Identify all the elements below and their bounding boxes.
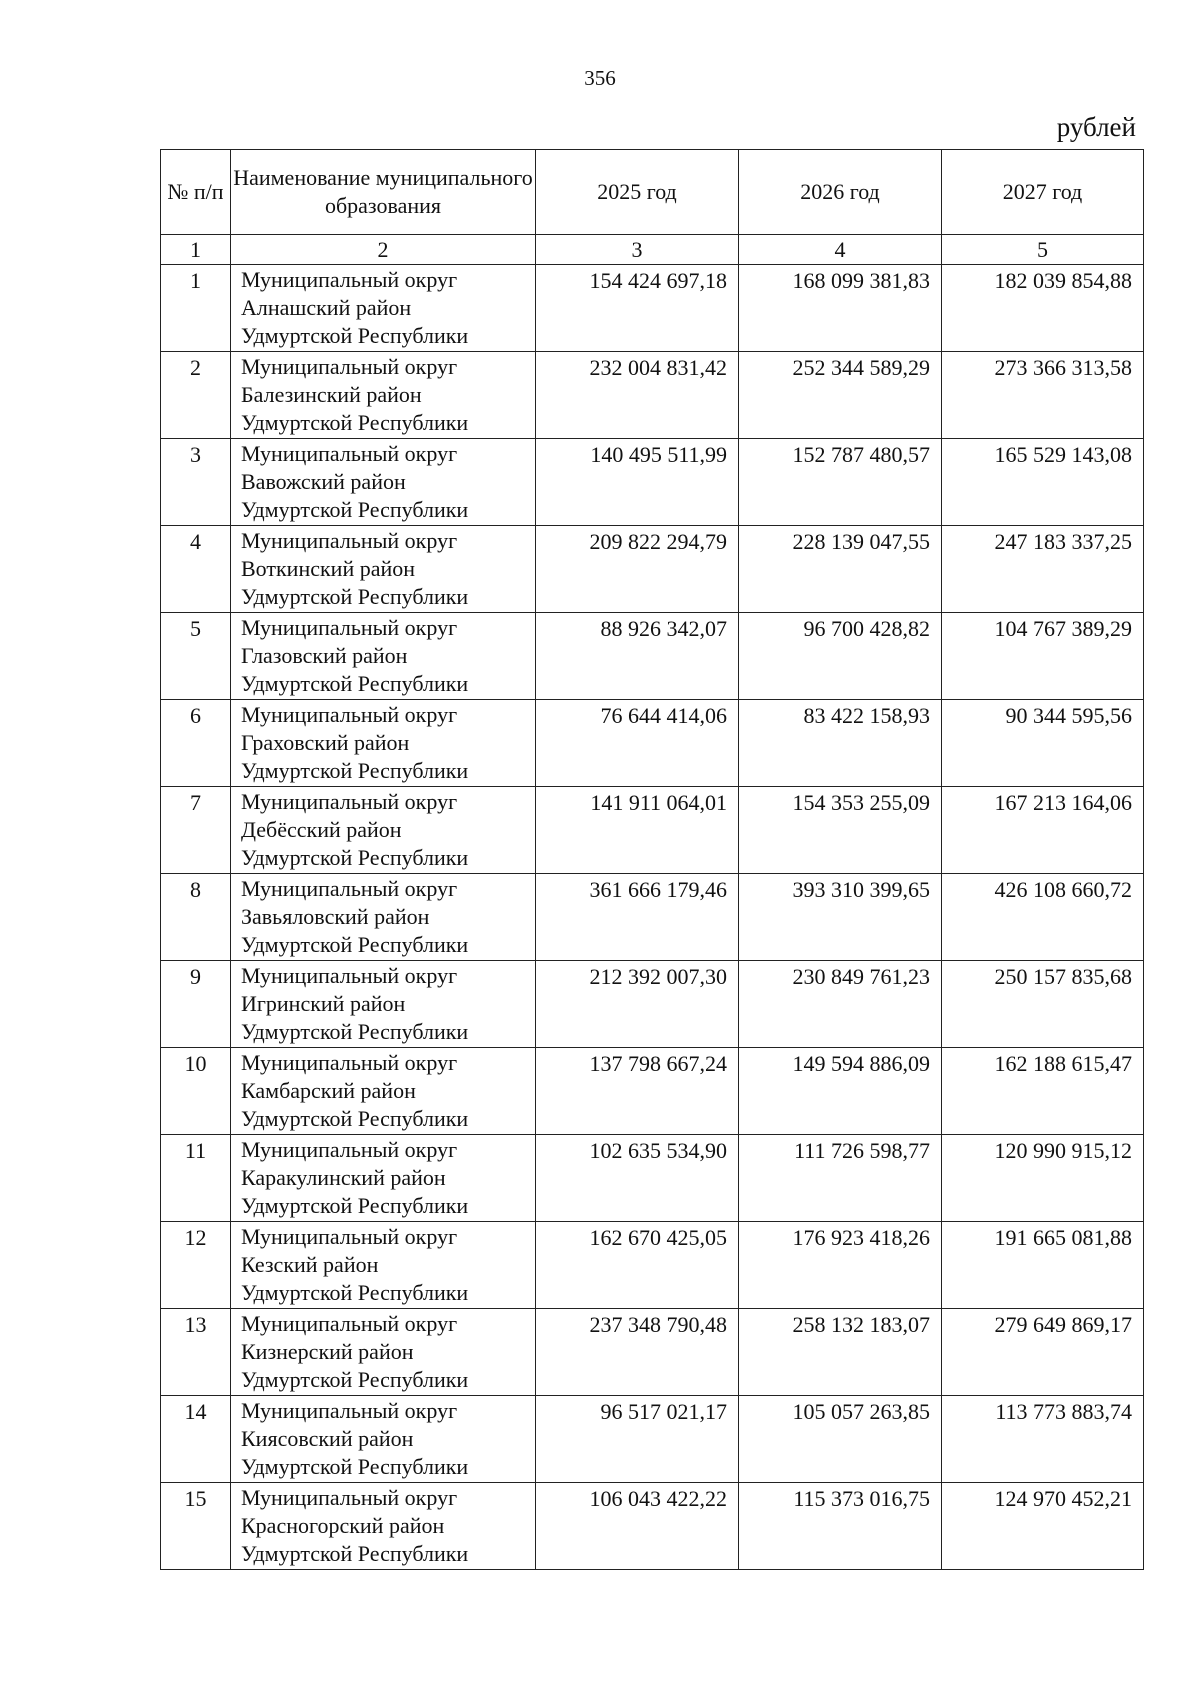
table-row	[161, 874, 1144, 961]
amount-2027: 113 773 883,74	[942, 1396, 1144, 1483]
amount-2025: 162 670 425,05	[536, 1222, 739, 1309]
amount-2026: 96 700 428,82	[739, 613, 942, 700]
municipality-name	[231, 613, 536, 700]
municipality-name-line: Воткинский район	[241, 556, 416, 581]
column-index: 4	[739, 235, 942, 265]
municipality-name	[231, 439, 536, 526]
municipality-name-line: Муниципальный округ	[241, 441, 458, 466]
amount-2026: 152 787 480,57	[739, 439, 942, 526]
municipality-name-line: Удмуртской Республики	[241, 1454, 469, 1479]
column-index: 3	[536, 235, 739, 265]
municipality-name-line: Муниципальный округ	[241, 1311, 458, 1336]
municipality-name-line: Кизнерский район	[241, 1339, 414, 1364]
municipality-name-line: Удмуртской Республики	[241, 1106, 469, 1131]
amount-2026: 393 310 399,65	[739, 874, 942, 961]
row-number: 15	[161, 1483, 231, 1570]
municipality-name-line: Глазовский район	[241, 643, 408, 668]
municipality-name-line: Удмуртской Республики	[241, 1280, 469, 1305]
municipality-name-line: Граховский район	[241, 730, 410, 755]
amount-2026: 105 057 263,85	[739, 1396, 942, 1483]
table-row	[161, 961, 1144, 1048]
municipality-name-line: Каракулинский район	[241, 1165, 446, 1190]
amount-2027: 273 366 313,58	[942, 352, 1144, 439]
column-index: 1	[161, 235, 231, 265]
table-row	[161, 1135, 1144, 1222]
row-number: 9	[161, 961, 231, 1048]
municipality-name-line: Муниципальный округ	[241, 963, 458, 988]
units-label: рублей	[1056, 112, 1136, 142]
amount-2027: 90 344 595,56	[942, 700, 1144, 787]
budget-table	[160, 149, 1144, 1570]
municipality-name-line: Муниципальный округ	[241, 702, 458, 727]
amount-2025: 237 348 790,48	[536, 1309, 739, 1396]
row-number: 2	[161, 352, 231, 439]
municipality-name-line: Удмуртской Республики	[241, 1367, 469, 1392]
amount-2025: 154 424 697,18	[536, 265, 739, 352]
table-row	[161, 700, 1144, 787]
municipality-name-line: Удмуртской Республики	[241, 497, 469, 522]
amount-2025: 106 043 422,22	[536, 1483, 739, 1570]
municipality-name	[231, 1396, 536, 1483]
amount-2026: 111 726 598,77	[739, 1135, 942, 1222]
column-index: 5	[942, 235, 1144, 265]
municipality-name-line: Муниципальный округ	[241, 1137, 458, 1162]
municipality-name-line: Удмуртской Республики	[241, 671, 469, 696]
amount-2025: 137 798 667,24	[536, 1048, 739, 1135]
municipality-name	[231, 787, 536, 874]
amount-2026: 83 422 158,93	[739, 700, 942, 787]
amount-2025: 88 926 342,07	[536, 613, 739, 700]
row-number: 6	[161, 700, 231, 787]
municipality-name-line: Муниципальный округ	[241, 876, 458, 901]
amount-2025: 361 666 179,46	[536, 874, 739, 961]
header-2026: 2026 год	[739, 150, 942, 235]
row-number: 5	[161, 613, 231, 700]
amount-2025: 209 822 294,79	[536, 526, 739, 613]
table-row	[161, 613, 1144, 700]
table-row	[161, 526, 1144, 613]
municipality-name-line: Муниципальный округ	[241, 615, 458, 640]
municipality-name-line: Удмуртской Республики	[241, 323, 469, 348]
row-number: 1	[161, 265, 231, 352]
amount-2025: 232 004 831,42	[536, 352, 739, 439]
municipality-name	[231, 1483, 536, 1570]
amount-2026: 149 594 886,09	[739, 1048, 942, 1135]
amount-2027: 162 188 615,47	[942, 1048, 1144, 1135]
amount-2026: 258 132 183,07	[739, 1309, 942, 1396]
row-number: 14	[161, 1396, 231, 1483]
municipality-name-line: Муниципальный округ	[241, 267, 458, 292]
municipality-name-line: Игринский район	[241, 991, 406, 1016]
row-number: 13	[161, 1309, 231, 1396]
municipality-name-line: Муниципальный округ	[241, 1224, 458, 1249]
row-number: 12	[161, 1222, 231, 1309]
row-number: 4	[161, 526, 231, 613]
amount-2025: 141 911 064,01	[536, 787, 739, 874]
column-index: 2	[231, 235, 536, 265]
row-number: 7	[161, 787, 231, 874]
municipality-name-line: Удмуртской Республики	[241, 1019, 469, 1044]
municipality-name-line: Муниципальный округ	[241, 354, 458, 379]
municipality-name-line: Муниципальный округ	[241, 1050, 458, 1075]
amount-2026: 154 353 255,09	[739, 787, 942, 874]
amount-2026: 252 344 589,29	[739, 352, 942, 439]
amount-2027: 165 529 143,08	[942, 439, 1144, 526]
municipality-name-line: Удмуртской Республики	[241, 845, 469, 870]
municipality-name-line: Удмуртской Республики	[241, 584, 469, 609]
row-number: 8	[161, 874, 231, 961]
table-row	[161, 787, 1144, 874]
municipality-name-line: Балезинский район	[241, 382, 422, 407]
row-number: 11	[161, 1135, 231, 1222]
column-index-row	[161, 235, 1144, 265]
amount-2027: 124 970 452,21	[942, 1483, 1144, 1570]
amount-2026: 176 923 418,26	[739, 1222, 942, 1309]
header-2025: 2025 год	[536, 150, 739, 235]
municipality-name-line: Дебёсский район	[241, 817, 402, 842]
amount-2025: 212 392 007,30	[536, 961, 739, 1048]
municipality-name	[231, 352, 536, 439]
table-row	[161, 1048, 1144, 1135]
amount-2027: 182 039 854,88	[942, 265, 1144, 352]
municipality-name-line: Удмуртской Республики	[241, 1193, 469, 1218]
amount-2026: 168 099 381,83	[739, 265, 942, 352]
amount-2025: 76 644 414,06	[536, 700, 739, 787]
amount-2027: 247 183 337,25	[942, 526, 1144, 613]
table-row	[161, 1222, 1144, 1309]
table-row	[161, 1309, 1144, 1396]
table-row	[161, 1483, 1144, 1570]
municipality-name-line: Муниципальный округ	[241, 528, 458, 553]
table-row	[161, 352, 1144, 439]
table-row	[161, 439, 1144, 526]
amount-2027: 120 990 915,12	[942, 1135, 1144, 1222]
row-number: 3	[161, 439, 231, 526]
municipality-name-line: Алнашский район	[241, 295, 412, 320]
municipality-name-line: Удмуртской Республики	[241, 1541, 469, 1566]
header-2027: 2027 год	[942, 150, 1144, 235]
municipality-name-line: Муниципальный округ	[241, 789, 458, 814]
municipality-name	[231, 874, 536, 961]
amount-2025: 140 495 511,99	[536, 439, 739, 526]
municipality-name-line: Муниципальный округ	[241, 1398, 458, 1423]
municipality-name-line: Удмуртской Республики	[241, 932, 469, 957]
municipality-name-line: Кезский район	[241, 1252, 379, 1277]
table-row	[161, 1396, 1144, 1483]
table-body	[161, 265, 1144, 1570]
amount-2027: 250 157 835,68	[942, 961, 1144, 1048]
municipality-name-line: Завьяловский район	[241, 904, 430, 929]
municipality-name	[231, 1222, 536, 1309]
municipality-name	[231, 1135, 536, 1222]
municipality-name-line: Вавожский район	[241, 469, 406, 494]
header-number: № п/п	[161, 150, 231, 235]
amount-2026: 228 139 047,55	[739, 526, 942, 613]
amount-2027: 426 108 660,72	[942, 874, 1144, 961]
amount-2027: 167 213 164,06	[942, 787, 1144, 874]
table-row	[161, 265, 1144, 352]
municipality-name	[231, 700, 536, 787]
municipality-name	[231, 265, 536, 352]
municipality-name-line: Удмуртской Республики	[241, 410, 469, 435]
municipality-name-line: Муниципальный округ	[241, 1485, 458, 1510]
municipality-name	[231, 1309, 536, 1396]
municipality-name	[231, 961, 536, 1048]
header-name: Наименование муниципального образования	[231, 150, 536, 235]
amount-2025: 96 517 021,17	[536, 1396, 739, 1483]
page-number: 356	[584, 66, 616, 90]
municipality-name	[231, 1048, 536, 1135]
row-number: 10	[161, 1048, 231, 1135]
amount-2026: 115 373 016,75	[739, 1483, 942, 1570]
header-row	[161, 150, 1144, 235]
amount-2027: 104 767 389,29	[942, 613, 1144, 700]
municipality-name-line: Камбарский район	[241, 1078, 416, 1103]
municipality-name-line: Киясовский район	[241, 1426, 414, 1451]
amount-2027: 279 649 869,17	[942, 1309, 1144, 1396]
amount-2027: 191 665 081,88	[942, 1222, 1144, 1309]
amount-2026: 230 849 761,23	[739, 961, 942, 1048]
municipality-name-line: Удмуртской Республики	[241, 758, 469, 783]
amount-2025: 102 635 534,90	[536, 1135, 739, 1222]
municipality-name-line: Красногорский район	[241, 1513, 445, 1538]
municipality-name	[231, 526, 536, 613]
